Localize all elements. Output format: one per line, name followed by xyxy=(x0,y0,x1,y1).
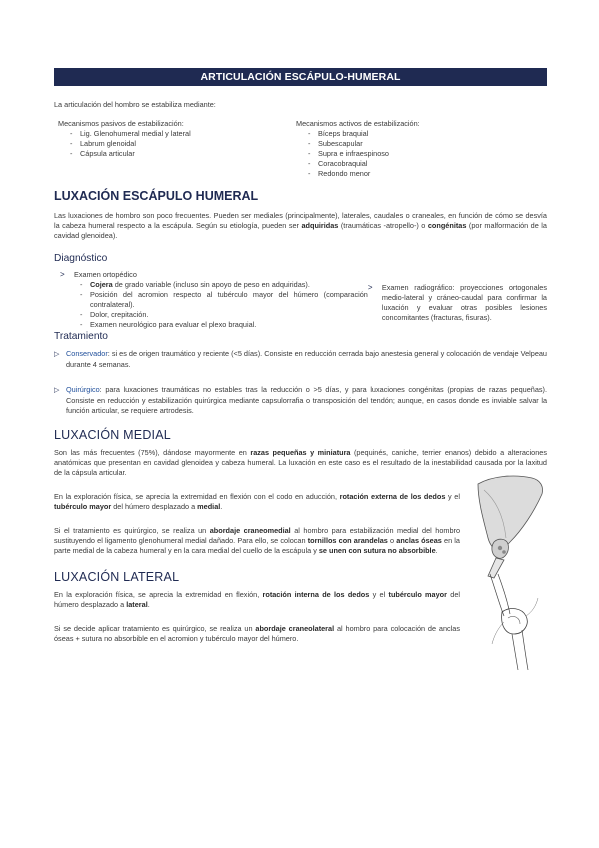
triangle-right-icon: ▷ xyxy=(54,351,60,358)
active-mechanisms xyxy=(296,119,536,179)
intro-text: La articulación del hombro se estabiliza mediante: xyxy=(54,100,216,109)
passive-list xyxy=(58,129,296,159)
stabilization-mechanisms xyxy=(54,119,547,179)
active-list xyxy=(296,129,536,179)
scapula-illustration xyxy=(474,472,548,580)
tratamiento-quirurgico: ▷ Quirúrgico: para luxaciones traumáticas no estables tras la reducción o >5 días, y para luxaciones congénitas (propias de razas pequeñas). Consiste en reducción y estabilización quirúrgica mediante capsulorrafia o transposición del tendón; aunque, en casos donde es inviable salvar la función articular, se requiere artrodesis. xyxy=(54,385,547,415)
tratamiento-conservador: ▷ Conservador: si es de origen traumático y reciente (<5 días). Consiste en reducción cerrada bajo anestesia general y colocación de vendaje Velpeau durante 4 semanas. xyxy=(54,349,547,369)
list-item: - Cojera de grado variable (incluso sin apoyo de peso en adquiridas). xyxy=(80,280,368,290)
list-item: - Labrum glenoidal xyxy=(70,139,296,149)
exam-ortopedico xyxy=(54,270,368,330)
lateral-with-figure xyxy=(54,590,547,644)
medial-with-figure xyxy=(54,492,547,556)
luxacion-heading: LUXACIÓN ESCÁPULO HUMERAL xyxy=(54,189,259,203)
list-item: - Examen neurológico para evaluar el plexo braquial. xyxy=(80,320,368,330)
list-item: - Subescapular xyxy=(308,139,536,149)
exam-radiografico: > Examen radiográfico: proyecciones ortogonales medio-lateral y cráneo-caudal para confirmar la luxación y evaluar otras posibles lesiones concomitantes (fracturas, fisuras). xyxy=(367,283,547,322)
medial-paragraph-3: Si el tratamiento es quirúrgico, se realiza un abordaje craneomedial al hombro para estabilización medial del hombro sustituyendo el ligamento glenohumeral medial dañado. Para ello, se colocan tornillos con arandelas o anclas óseas en la parte medial de la cabeza humeral y en la cara medial del cuello de la escápula y se unen con sutura no absorbible. xyxy=(54,526,461,555)
chevron-right-icon: > xyxy=(60,270,65,279)
chevron-right-icon: > xyxy=(367,283,373,292)
lateral-paragraph-1: En la exploración física, se aprecia la extremidad en flexión, rotación interna de los dedos y el tubérculo mayor del húmero desplazado a lateral. xyxy=(54,590,460,609)
list-item: - Coracobraquial xyxy=(308,159,536,169)
tratamiento-heading: Tratamiento xyxy=(54,331,108,342)
exam-list xyxy=(74,280,368,330)
passive-title: Mecanismos pasivos de estabilización: xyxy=(58,119,184,128)
medial-paragraph-1: Son las más frecuentes (75%), dándose mayormente en razas pequeñas y miniatura (pequinés, caniche, terrier enanos) debido a alteraciones anatómicas que presentan en cavidad glenoidea y cabeza humeral. La luxación en este caso es el resultado de la inestabilidad causada por la laxitud de la cápsula articular. xyxy=(54,448,548,477)
list-item: - Supra e infraespinoso xyxy=(308,149,536,159)
list-item: - Lig. Glenohumeral medial y lateral xyxy=(70,129,296,139)
list-item: - Bíceps braquial xyxy=(308,129,536,139)
section-banner: ARTICULACIÓN ESCÁPULO-HUMERAL xyxy=(54,68,547,86)
medial-paragraph-2: En la exploración física, se aprecia la extremidad en flexión con el codo en aducción, rotación externa de los dedos y el tubérculo mayor del húmero desplazado a medial. xyxy=(54,492,460,511)
list-item: - Redondo menor xyxy=(308,169,536,179)
shoulder-joint-illustration xyxy=(482,572,542,672)
medial-heading: LUXACIÓN MEDIAL xyxy=(54,428,171,442)
active-title: Mecanismos activos de estabilización: xyxy=(296,119,420,128)
lateral-paragraph-2: Si se decide aplicar tratamiento es quirúrgico, se realiza un abordaje craneolateral al hombro para colocación de anclas óseas + sutura no absorbible en el acromion y tubérculo mayor del húmero. xyxy=(54,624,460,643)
diagnostico-heading: Diagnóstico xyxy=(54,253,108,264)
passive-mechanisms xyxy=(54,119,296,179)
diagnostico-block xyxy=(54,270,547,330)
list-item: - Dolor, crepitación. xyxy=(80,310,368,320)
lateral-heading: LUXACIÓN LATERAL xyxy=(54,570,180,584)
triangle-right-icon: ▷ xyxy=(54,387,60,394)
exam-title: Examen ortopédico xyxy=(74,270,137,279)
list-item: - Posición del acromion respecto al tubérculo mayor del húmero (comparación contralateral). xyxy=(80,290,368,310)
luxacion-paragraph: Las luxaciones de hombro son poco frecuentes. Pueden ser mediales (principalmente), laterales, caudales o craneales, en función de cómo se desvía la cabeza humeral respecto a la escápula. Según su etiología, pueden ser adquiridas (traumáticas -atropello-) o congénitas (por malformación de la cavidad glenoidea). xyxy=(54,211,547,240)
document-page xyxy=(54,68,547,644)
list-item: - Cápsula articular xyxy=(70,149,296,159)
